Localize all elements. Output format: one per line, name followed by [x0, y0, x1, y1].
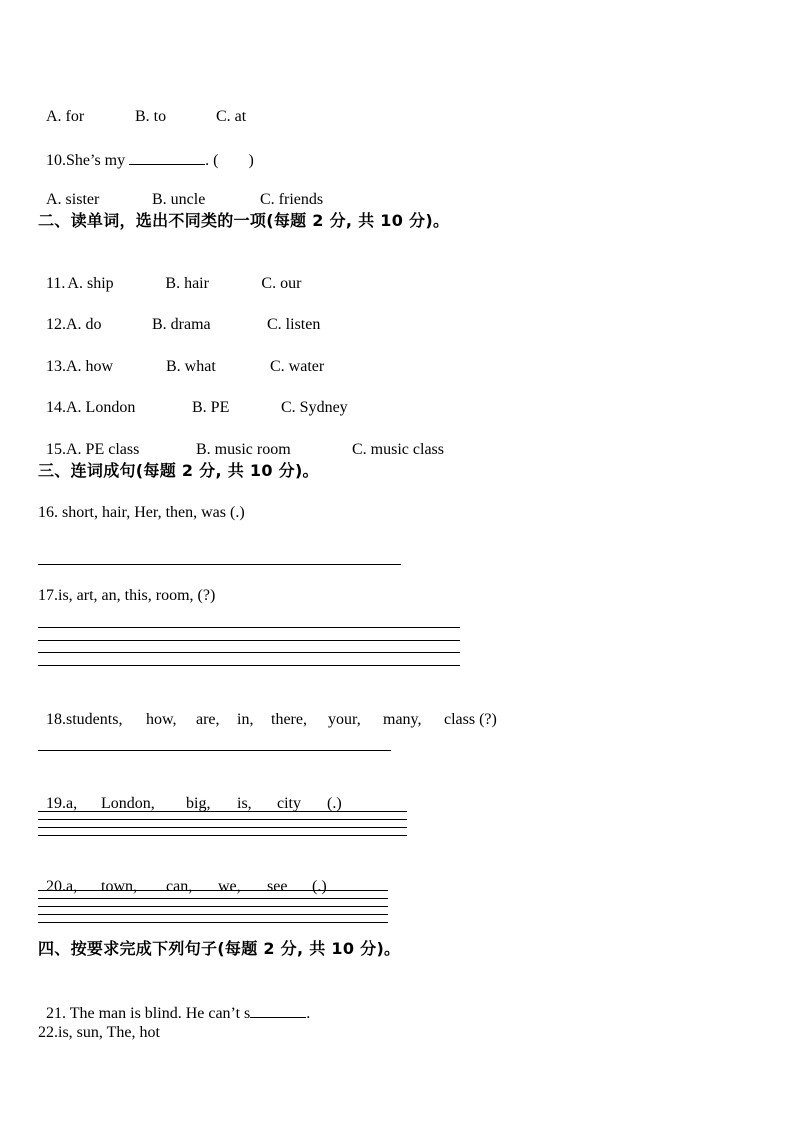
q11-option-c: C. our [261, 275, 302, 292]
q13-option-c: C. water [270, 358, 325, 375]
q19-word: (.) [327, 795, 342, 812]
q10-question [38, 129, 254, 171]
q9-option-b: B. to [135, 108, 167, 125]
q9-option-c: C. at [216, 108, 247, 125]
q11-option-b: B. hair [165, 275, 209, 292]
q18-prompt [38, 690, 497, 730]
q17-answer-line-3[interactable] [38, 652, 460, 653]
q19-word: a, [66, 795, 78, 812]
q19-num: 19. [46, 795, 66, 812]
section2-heading: 二、读单词，选出不同类的一项(每题 2 分, 共 10 分)。 [38, 211, 450, 230]
section3-heading: 三、连词成句(每题 2 分, 共 10 分)。 [38, 461, 319, 480]
q20-num: 20. [46, 878, 66, 895]
q10-option-a: A. sister [46, 191, 100, 208]
q11-option-a: A. ship [67, 275, 114, 292]
q15-option-b: B. music room [196, 441, 291, 458]
q10-suffix: . ( [205, 152, 219, 169]
q16-prompt: 16. short, hair, Her, then, was (.) [38, 504, 245, 521]
q20-word: can, [166, 878, 193, 895]
q18-word: class (?) [444, 711, 497, 728]
q20-word: town, [101, 878, 137, 895]
q13-options [38, 337, 324, 377]
q18-word: students, [66, 711, 123, 728]
q10-option-c: C. friends [260, 191, 324, 208]
q20-prompt [38, 857, 327, 897]
q19-answer-line-2[interactable] [38, 819, 407, 820]
q20-answer-line-5[interactable] [38, 922, 388, 923]
q14-option-a: A. London [66, 399, 136, 416]
q14-num: 14. [46, 399, 66, 416]
q19-word: city [277, 795, 301, 812]
q10-options [38, 170, 323, 210]
q17-prompt: 17.is, art, an, this, room, (?) [38, 587, 216, 604]
q12-option-a: A. do [66, 316, 102, 333]
q12-option-b: B. drama [152, 316, 211, 333]
q19-word: is, [237, 795, 252, 812]
q10-option-b: B. uncle [152, 191, 206, 208]
q10-answer-blank[interactable] [129, 149, 205, 165]
q20-answer-line-4[interactable] [38, 914, 388, 915]
q12-options [38, 295, 320, 335]
q13-option-b: B. what [166, 358, 216, 375]
q17-answer-line-2[interactable] [38, 640, 460, 641]
q14-options [38, 378, 348, 418]
q21-suffix: . [306, 1005, 311, 1022]
q16-answer-line[interactable] [38, 564, 401, 565]
q19-answer-line-1[interactable] [38, 811, 407, 812]
q15-num: 15. [46, 441, 66, 458]
q15-option-c: C. music class [352, 441, 444, 458]
q18-word: your, [328, 711, 361, 728]
q21-prompt [38, 982, 310, 1024]
q20-word: a, [66, 878, 78, 895]
q12-option-c: C. listen [267, 316, 321, 333]
q19-answer-line-3[interactable] [38, 827, 407, 828]
q12-num: 12. [46, 316, 66, 333]
q14-option-b: B. PE [192, 399, 230, 416]
q20-word: see [267, 878, 288, 895]
q14-option-c: C. Sydney [281, 399, 348, 416]
q20-answer-line-3[interactable] [38, 906, 388, 907]
q22-prompt: 22.is, sun, The, hot [38, 1024, 160, 1041]
q17-answer-line-4[interactable] [38, 665, 460, 666]
q18-answer-line[interactable] [38, 750, 391, 751]
q17-answer-line-1[interactable] [38, 627, 460, 628]
q20-answer-line-1[interactable] [38, 890, 388, 891]
q18-num: 18. [46, 711, 66, 728]
q21-text: 21. The man is blind. He can’t s [46, 1005, 251, 1022]
q18-word: there, [271, 711, 307, 728]
q19-prompt [38, 774, 342, 814]
q13-option-a: A. how [66, 358, 114, 375]
q10-paren-close: ) [248, 152, 254, 169]
q18-word: many, [383, 711, 422, 728]
q11-num: 11. [46, 275, 66, 292]
q20-word: (.) [312, 878, 327, 895]
section4-heading: 四、按要求完成下列句子(每题 2 分, 共 10 分)。 [38, 939, 401, 958]
q19-word: big, [186, 795, 211, 812]
q15-options [38, 420, 444, 460]
q10-prefix: 10.She’s my [46, 152, 130, 169]
q9-option-a: A. for [46, 108, 85, 125]
q9-options [38, 87, 246, 127]
q20-word: we, [218, 878, 241, 895]
q18-word: are, [196, 711, 220, 728]
q19-word: London, [101, 795, 155, 812]
q11-options [38, 254, 301, 294]
q21-answer-blank[interactable] [250, 1002, 306, 1018]
q18-word: how, [146, 711, 177, 728]
q13-num: 13. [46, 358, 66, 375]
q18-word: in, [237, 711, 254, 728]
q15-option-a: A. PE class [66, 441, 140, 458]
q19-answer-line-4[interactable] [38, 835, 407, 836]
q20-answer-line-2[interactable] [38, 898, 388, 899]
